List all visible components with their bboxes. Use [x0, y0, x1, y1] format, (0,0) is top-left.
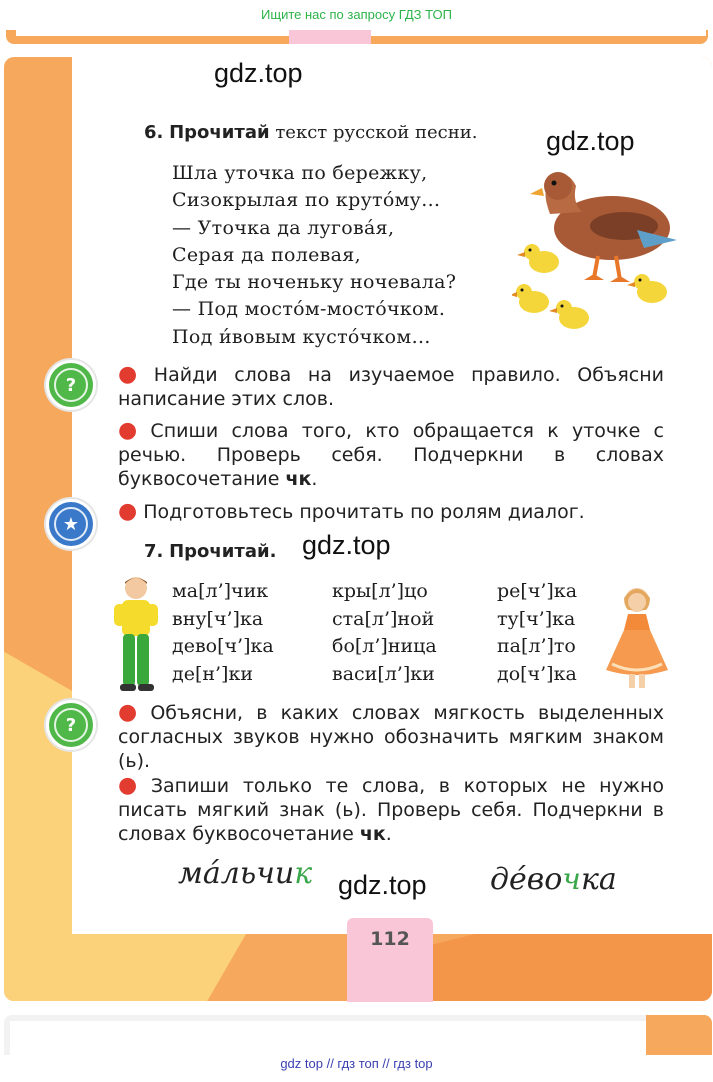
task-text: текст русской песни.	[275, 122, 478, 143]
letter-combination: чк	[285, 468, 312, 490]
poem	[172, 160, 456, 351]
transcription-word: ту[ч’]ка	[497, 607, 576, 630]
instruction-explain: ● Объясни, в каких словах мягкость выделенных согласных звуков нужно обозначить мягким знаком (ь).	[118, 700, 664, 772]
watermark: gdz.top	[302, 530, 391, 560]
transcription-word: ста[л’]ной	[332, 607, 435, 630]
task-6-heading	[144, 122, 477, 143]
task-verb: Прочитай.	[169, 541, 277, 562]
watermark: gdz.top	[214, 58, 303, 88]
boy-illustration	[108, 574, 164, 694]
bullet-dot: ●	[118, 499, 138, 524]
next-page-edge	[4, 1015, 712, 1055]
bullet-dot: ●	[118, 362, 148, 387]
poem-line: — Под мостóм-мостóчком.	[172, 298, 446, 321]
duck-with-ducklings-illustration	[512, 168, 682, 340]
bullet-dot: ●	[118, 773, 145, 798]
poem-line: Серая да полевая,	[172, 243, 361, 266]
poem-line: Шла уточка по бережку,	[172, 162, 428, 184]
script-word-devochka: дéвочка	[490, 862, 617, 897]
task-number: 6.	[144, 122, 164, 143]
task-number: 7.	[144, 541, 164, 562]
task-verb: Прочитай	[169, 122, 270, 143]
instruction-roles: ● Подготовьтесь прочитать по ролям диалог.	[118, 499, 585, 524]
script-word-malchik: мáльчик	[178, 856, 313, 891]
star-badge	[46, 499, 96, 549]
poem-line: Под и́вовым кустóчком…	[172, 325, 431, 348]
transcription-word: бо[л’]ница	[332, 635, 437, 657]
letter-combination: чк	[359, 823, 386, 845]
question-icon: ?	[54, 368, 88, 402]
footer-links[interactable]: gdz top // гдз топ // гдз top	[280, 1056, 433, 1071]
watermark: gdz.top	[338, 870, 427, 900]
watermark: gdz.top	[546, 126, 635, 156]
girl-illustration	[602, 584, 672, 692]
star-icon: ★	[54, 507, 88, 541]
transcription-word: дево[ч’]ка	[172, 635, 274, 657]
page-number: 112	[370, 928, 410, 950]
word-column-2	[332, 578, 437, 688]
transcription-word: кры[л’]цо	[332, 580, 428, 602]
transcription-word: па[л’]то	[497, 635, 576, 657]
transcription-word: васи[л’]ки	[332, 662, 435, 685]
question-icon: ?	[54, 708, 88, 742]
word-column-3	[497, 578, 577, 688]
instruction-write: ● Запиши только те слова, в которых не нужно писать мягкий знак (ь). Проверь себя. Подчеркни в словах буквосочетание чк.	[118, 773, 664, 845]
transcription-word: ре[ч’]ка	[497, 580, 578, 602]
top-banner[interactable]: Ищите нас по запросу ГДЗ ТОП	[261, 7, 452, 22]
task-7-heading	[144, 541, 276, 562]
transcription-word: ма[л’]чик	[172, 580, 269, 602]
previous-page-edge	[6, 30, 708, 44]
transcription-word: вну[ч’]ка	[172, 607, 264, 630]
bullet-dot: ●	[118, 418, 145, 443]
poem-line: Где ты ноченьку ночевала?	[172, 271, 457, 294]
instruction-find-words: ● Найди слова на изучаемое правило. Объясни написание этих слов.	[118, 362, 664, 410]
bullet-dot: ●	[118, 700, 145, 725]
instruction-copy-words: ● Спиши слова того, кто обращается к уточке с речью. Проверь себя. Подчеркни в словах буквосочетание чк.	[118, 418, 664, 490]
poem-line: — Уточка да луговáя,	[172, 216, 395, 239]
transcription-word: де[н’]ки	[172, 662, 254, 685]
word-column-1	[172, 578, 274, 688]
question-badge	[46, 700, 96, 750]
question-badge	[46, 360, 96, 410]
transcription-word: до[ч’]ка	[497, 662, 577, 685]
poem-line: Сизокрылая по крутóму…	[172, 189, 441, 212]
